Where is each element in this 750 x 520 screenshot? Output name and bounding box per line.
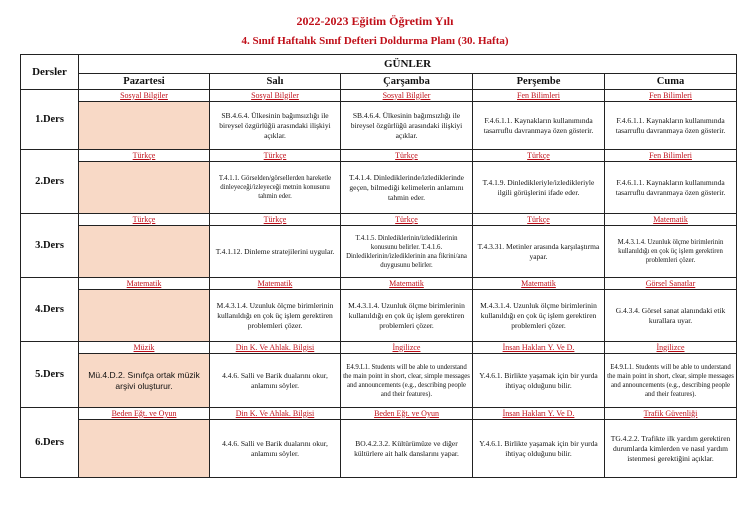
subject-cell: İnsan Hakları Y. Ve D. bbox=[473, 408, 605, 420]
content-cell: E4.9.L1. Students will be able to understand the main point in short, clear, simple messages and announcements (e.g., describing people and their features). bbox=[605, 354, 737, 408]
content-cell: T.4.1.4. Dinlediklerinde/izlediklerinde geçen, bilmediği kelimelerin anlamını tahmin eder. bbox=[341, 162, 473, 214]
weekly-plan-table bbox=[20, 54, 737, 478]
content-cell-empty bbox=[79, 226, 210, 278]
subject-cell: İnsan Hakları Y. Ve D. bbox=[473, 342, 605, 354]
subject-cell: Sosyal Bilgiler bbox=[210, 90, 341, 102]
content-cell-empty bbox=[79, 162, 210, 214]
subject-cell: Matematik bbox=[341, 278, 473, 290]
subject-cell: Matematik bbox=[79, 278, 210, 290]
day-header-sali: Salı bbox=[210, 74, 341, 90]
content-cell: T.4.1.5. Dinlediklerinin/izlediklerinin konusunu belirler. T.4.1.6. Dinlediklerinin/izlediklerinin ana fikrini/ana duygusunu belirler. bbox=[341, 226, 473, 278]
lesson-label: 2.Ders bbox=[21, 150, 79, 214]
subject-cell: Sosyal Bilgiler bbox=[79, 90, 210, 102]
lesson-label: 3.Ders bbox=[21, 214, 79, 278]
subject-cell: Müzik bbox=[79, 342, 210, 354]
subject-cell: Sosyal Bilgiler bbox=[341, 90, 473, 102]
content-cell: SB.4.6.4. Ülkesinin bağımsızlığı ile bireysel özgürlüğü arasındaki ilişkiyi açıklar. bbox=[341, 102, 473, 150]
subject-cell: Fen Bilimleri bbox=[473, 90, 605, 102]
content-cell: 4.4.6. Salli ve Barik dualarını okur, anlamını söyler. bbox=[210, 420, 341, 478]
gunler-header: GÜNLER bbox=[79, 55, 737, 74]
subject-cell: Türkçe bbox=[79, 214, 210, 226]
subject-cell: Matematik bbox=[473, 278, 605, 290]
subject-cell: Görsel Sanatlar bbox=[605, 278, 737, 290]
content-cell: M.4.3.1.4. Uzunluk ölçme birimlerinin kullanıldığı en çok üç işlem gerektiren problemleri çözer. bbox=[473, 290, 605, 342]
content-cell: T.4.1.1. Görselden/görsellerden hareketle dinleyeceği/izleyeceği metnin konusunu tahmin eder. bbox=[210, 162, 341, 214]
content-cell: T.4.1.9. Dinledikleriyle/izledikleriyle ilgili görüşlerini ifade eder. bbox=[473, 162, 605, 214]
content-cell: Y.4.6.1. Birlikte yaşamak için bir yurda ihtiyaç olduğunu bilir. bbox=[473, 420, 605, 478]
subject-cell: Matematik bbox=[605, 214, 737, 226]
subject-cell: Fen Bilimleri bbox=[605, 90, 737, 102]
content-cell: F.4.6.1.1. Kaynakların kullanımında tasarruflu davranmaya özen gösterir. bbox=[605, 162, 737, 214]
lesson-label: 6.Ders bbox=[21, 408, 79, 478]
content-cell: T.4.3.31. Metinler arasında karşılaştırma yapar. bbox=[473, 226, 605, 278]
content-cell: E4.9.L1. Students will be able to understand the main point in short, clear, simple messages and announcements (e.g., describing people and their features). bbox=[341, 354, 473, 408]
subject-cell: İngilizce bbox=[341, 342, 473, 354]
dersler-header: Dersler bbox=[21, 55, 79, 90]
content-cell: 4.4.6. Salli ve Barik dualarını okur, anlamını söyler. bbox=[210, 354, 341, 408]
subject-cell: Türkçe bbox=[341, 214, 473, 226]
page-title: 2022-2023 Eğitim Öğretim Yılı bbox=[296, 14, 454, 28]
day-header-cuma: Cuma bbox=[605, 74, 737, 90]
content-cell: M.4.3.1.4. Uzunluk ölçme birimlerinin kullanıldığı en çok üç işlem gerektiren problemleri çözer. bbox=[210, 290, 341, 342]
content-cell: T.4.1.12. Dinleme stratejilerini uygular. bbox=[210, 226, 341, 278]
day-header-carsamba: Çarşamba bbox=[341, 74, 473, 90]
subject-cell: Din K. Ve Ahlak. Bilgisi bbox=[210, 408, 341, 420]
lesson-label: 1.Ders bbox=[21, 90, 79, 150]
subject-cell: Türkçe bbox=[341, 150, 473, 162]
content-cell: F.4.6.1.1. Kaynakların kullanımında tasarruflu davranmaya özen gösterir. bbox=[605, 102, 737, 150]
content-cell: TG.4.2.2. Trafikte ilk yardım gerektiren durumlarda kimlerden ve nasıl yardım istenmesi gerektiğini açıklar. bbox=[605, 420, 737, 478]
lesson-label: 5.Ders bbox=[21, 342, 79, 408]
content-cell: Mü.4.D.2. Sınıfça ortak müzik arşivi oluşturur. bbox=[79, 354, 210, 408]
content-cell-empty bbox=[79, 420, 210, 478]
subject-cell: İngilizce bbox=[605, 342, 737, 354]
subject-cell: Trafik Güvenliği bbox=[605, 408, 737, 420]
day-header-pazartesi: Pazartesi bbox=[79, 74, 210, 90]
subject-cell: Türkçe bbox=[473, 214, 605, 226]
subject-cell: Türkçe bbox=[79, 150, 210, 162]
subject-cell: Türkçe bbox=[210, 150, 341, 162]
content-cell: Y.4.6.1. Birlikte yaşamak için bir yurda ihtiyaç olduğunu bilir. bbox=[473, 354, 605, 408]
subject-cell: Beden Eğt. ve Oyun bbox=[341, 408, 473, 420]
page-subtitle: 4. Sınıf Haftalık Sınıf Defteri Doldurma Planı (30. Hafta) bbox=[241, 35, 509, 47]
subject-cell: Fen Bilimleri bbox=[605, 150, 737, 162]
lesson-label: 4.Ders bbox=[21, 278, 79, 342]
content-cell: M.4.3.1.4. Uzunluk ölçme birimlerinin kullanıldığı en çok üç işlem gerektiren problemleri çözer. bbox=[341, 290, 473, 342]
content-cell-empty bbox=[79, 102, 210, 150]
content-cell: F.4.6.1.1. Kaynakların kullanımında tasarruflu davranmaya özen gösterir. bbox=[473, 102, 605, 150]
content-cell: SB.4.6.4. Ülkesinin bağımsızlığı ile bireysel özgürlüğü arasındaki ilişkiyi açıklar. bbox=[210, 102, 341, 150]
subject-cell: Türkçe bbox=[210, 214, 341, 226]
subject-cell: Matematik bbox=[210, 278, 341, 290]
content-cell: G.4.3.4. Görsel sanat alanındaki etik kurallara uyar. bbox=[605, 290, 737, 342]
subject-cell: Beden Eğt. ve Oyun bbox=[79, 408, 210, 420]
day-header-persembe: Perşembe bbox=[473, 74, 605, 90]
content-cell-empty bbox=[79, 290, 210, 342]
content-cell: BO.4.2.3.2. Kültürümüze ve diğer kültürlere ait halk danslarını yapar. bbox=[341, 420, 473, 478]
subject-cell: Din K. Ve Ahlak. Bilgisi bbox=[210, 342, 341, 354]
subject-cell: Türkçe bbox=[473, 150, 605, 162]
content-cell: M.4.3.1.4. Uzunluk ölçme birimlerinin kullanıldığı en çok üç işlem gerektiren problemleri çözer. bbox=[605, 226, 737, 278]
